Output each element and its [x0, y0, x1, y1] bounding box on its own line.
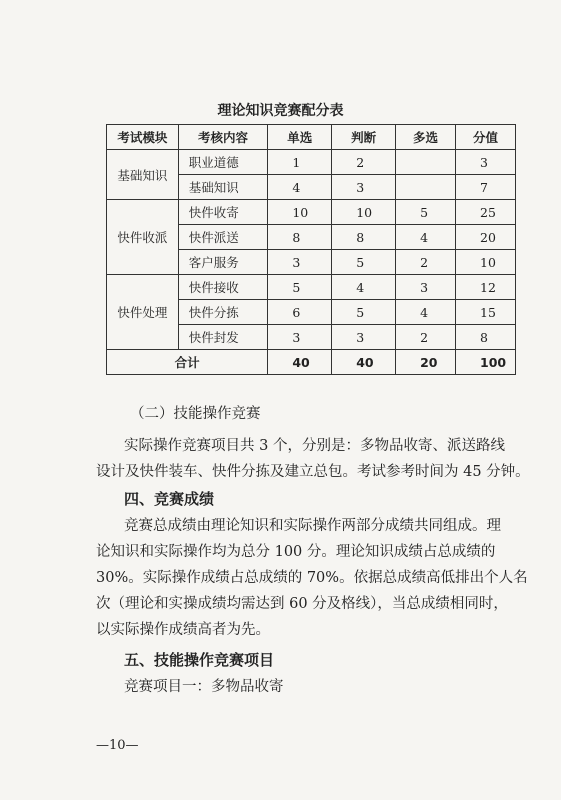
multi-cell: 4	[396, 225, 456, 250]
multi-cell: 2	[396, 325, 456, 350]
judge-cell: 3	[332, 175, 396, 200]
content-cell: 快件接收	[178, 275, 268, 300]
score-cell: 25	[456, 200, 516, 225]
judge-cell: 5	[332, 250, 396, 275]
judge-cell: 2	[332, 150, 396, 175]
score-cell: 7	[456, 175, 516, 200]
content-cell: 快件封发	[178, 325, 268, 350]
results-paragraph-line: 次（理论和实操成绩均需达到 60 分及格线），当总成绩相同时，	[96, 596, 508, 612]
judge-cell: 5	[332, 300, 396, 325]
score-cell: 20	[456, 225, 516, 250]
multi-cell: 2	[396, 250, 456, 275]
table-row	[107, 275, 516, 300]
header-multi: 多选	[396, 125, 456, 150]
total-row	[107, 350, 516, 375]
skill-sub-heading: （二）技能操作竞赛	[130, 406, 261, 422]
content-cell: 基础知识	[178, 175, 268, 200]
content-cell: 客户服务	[178, 250, 268, 275]
single-cell: 6	[268, 300, 332, 325]
single-cell: 4	[268, 175, 332, 200]
single-cell: 10	[268, 200, 332, 225]
skill-paragraph-line: 设计及快件装车、快件分拣及建立总包。考试参考时间为 45 分钟。	[96, 464, 530, 480]
header-score: 分值	[456, 125, 516, 150]
table-header-row	[107, 125, 516, 150]
results-heading: 四、竞赛成绩	[124, 490, 215, 508]
single-cell: 8	[268, 225, 332, 250]
single-cell: 1	[268, 150, 332, 175]
page-number: —10—	[96, 738, 139, 753]
table-title: 理论知识竞赛配分表	[217, 103, 344, 119]
results-paragraph-line: 论知识和实际操作均为总分 100 分。理论知识成绩占总成绩的	[96, 544, 496, 560]
score-cell: 12	[456, 275, 516, 300]
judge-cell: 10	[332, 200, 396, 225]
table-row	[107, 150, 516, 175]
module-cell: 快件收派	[107, 200, 179, 275]
header-content: 考核内容	[178, 125, 268, 150]
content-cell: 快件分拣	[178, 300, 268, 325]
score-cell: 10	[456, 250, 516, 275]
judge-cell: 4	[332, 275, 396, 300]
project-one-line: 竞赛项目一：多物品收寄	[124, 679, 284, 695]
multi-cell	[396, 175, 456, 200]
content-cell: 快件派送	[178, 225, 268, 250]
results-paragraph-line: 30%。实际操作成绩占总成绩的 70%。依据总成绩高低排出个人名	[96, 570, 528, 586]
single-cell: 3	[268, 325, 332, 350]
single-cell: 3	[268, 250, 332, 275]
judge-cell: 8	[332, 225, 396, 250]
total-judge: 40	[332, 350, 396, 375]
score-table	[106, 124, 516, 375]
score-cell: 8	[456, 325, 516, 350]
content-cell: 职业道德	[178, 150, 268, 175]
multi-cell: 3	[396, 275, 456, 300]
header-module: 考试模块	[107, 125, 179, 150]
skill-paragraph-line: 实际操作竞赛项目共 3 个，分别是：多物品收寄、派送路线	[124, 438, 505, 454]
total-multi: 20	[396, 350, 456, 375]
multi-cell	[396, 150, 456, 175]
content-cell: 快件收寄	[178, 200, 268, 225]
judge-cell: 3	[332, 325, 396, 350]
results-paragraph-line: 以实际操作成绩高者为先。	[96, 622, 270, 638]
multi-cell: 5	[396, 200, 456, 225]
total-score: 100	[456, 350, 516, 375]
total-label: 合计	[107, 350, 268, 375]
table-row	[107, 200, 516, 225]
module-cell: 快件处理	[107, 275, 179, 350]
multi-cell: 4	[396, 300, 456, 325]
results-paragraph-line: 竞赛总成绩由理论知识和实际操作两部分成绩共同组成。理	[124, 518, 501, 534]
module-cell: 基础知识	[107, 150, 179, 200]
score-cell: 15	[456, 300, 516, 325]
header-judge: 判断	[332, 125, 396, 150]
header-single: 单选	[268, 125, 332, 150]
total-single: 40	[268, 350, 332, 375]
score-cell: 3	[456, 150, 516, 175]
projects-heading: 五、技能操作竞赛项目	[124, 651, 275, 669]
single-cell: 5	[268, 275, 332, 300]
